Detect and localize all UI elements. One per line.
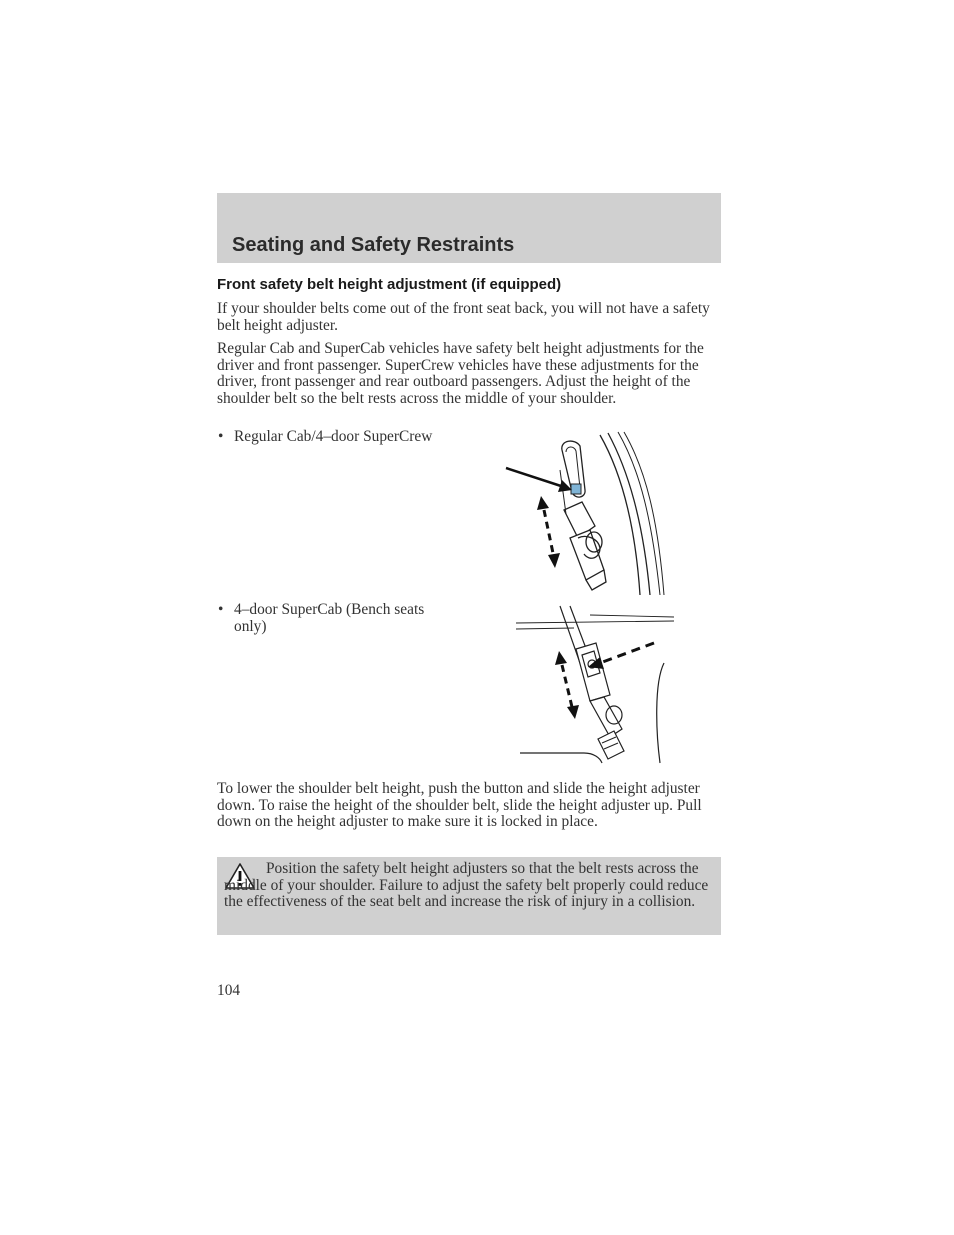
warning-text: Position the safety belt height adjusters so that the belt rests across the middle of your shoulder. Failure to adjust the safety belt properly could reduce the effectiveness of the seat belt and increase the risk of injury in a collision. (224, 860, 709, 910)
page-number: 104 (217, 982, 241, 999)
warning-box (217, 857, 721, 935)
paragraph-intro: If your shoulder belts come out of the front seat back, you will not have a safety belt height adjuster. (217, 300, 710, 334)
belt-adjuster-illustration-bench (514, 603, 684, 767)
bullet-item-supercab (218, 602, 458, 635)
bullet-marker: • (218, 601, 224, 618)
adjuster-button (571, 484, 581, 494)
section-header-band (217, 193, 721, 263)
subsection-heading: Front safety belt height adjustment (if equipped) (217, 276, 562, 293)
bullet-item-regular-cab (218, 429, 458, 446)
paragraph-instructions: To lower the shoulder belt height, push the button and slide the height adjuster down. To raise the height of the shoulder belt, slide the height adjuster up. Pull down on the height adjuster to make sure it is locked in place. (217, 780, 702, 830)
bullet-marker: • (218, 428, 224, 445)
bullet-text: 4–door SuperCab (Bench seats only) (234, 601, 425, 635)
section-title: Seating and Safety Restraints (232, 234, 515, 256)
bullet-text: Regular Cab/4–door SuperCrew (234, 428, 433, 445)
belt-adjuster-illustration-pillar (500, 430, 670, 595)
paragraph-vehicles: Regular Cab and SuperCab vehicles have safety belt height adjustments for the driver and front passenger. SuperCrew vehicles have these adjustments for the driver, front passenger and rear outboard passengers. Adjust the height of the shoulder belt so the belt rests across the middle of your shoulder. (217, 340, 704, 407)
